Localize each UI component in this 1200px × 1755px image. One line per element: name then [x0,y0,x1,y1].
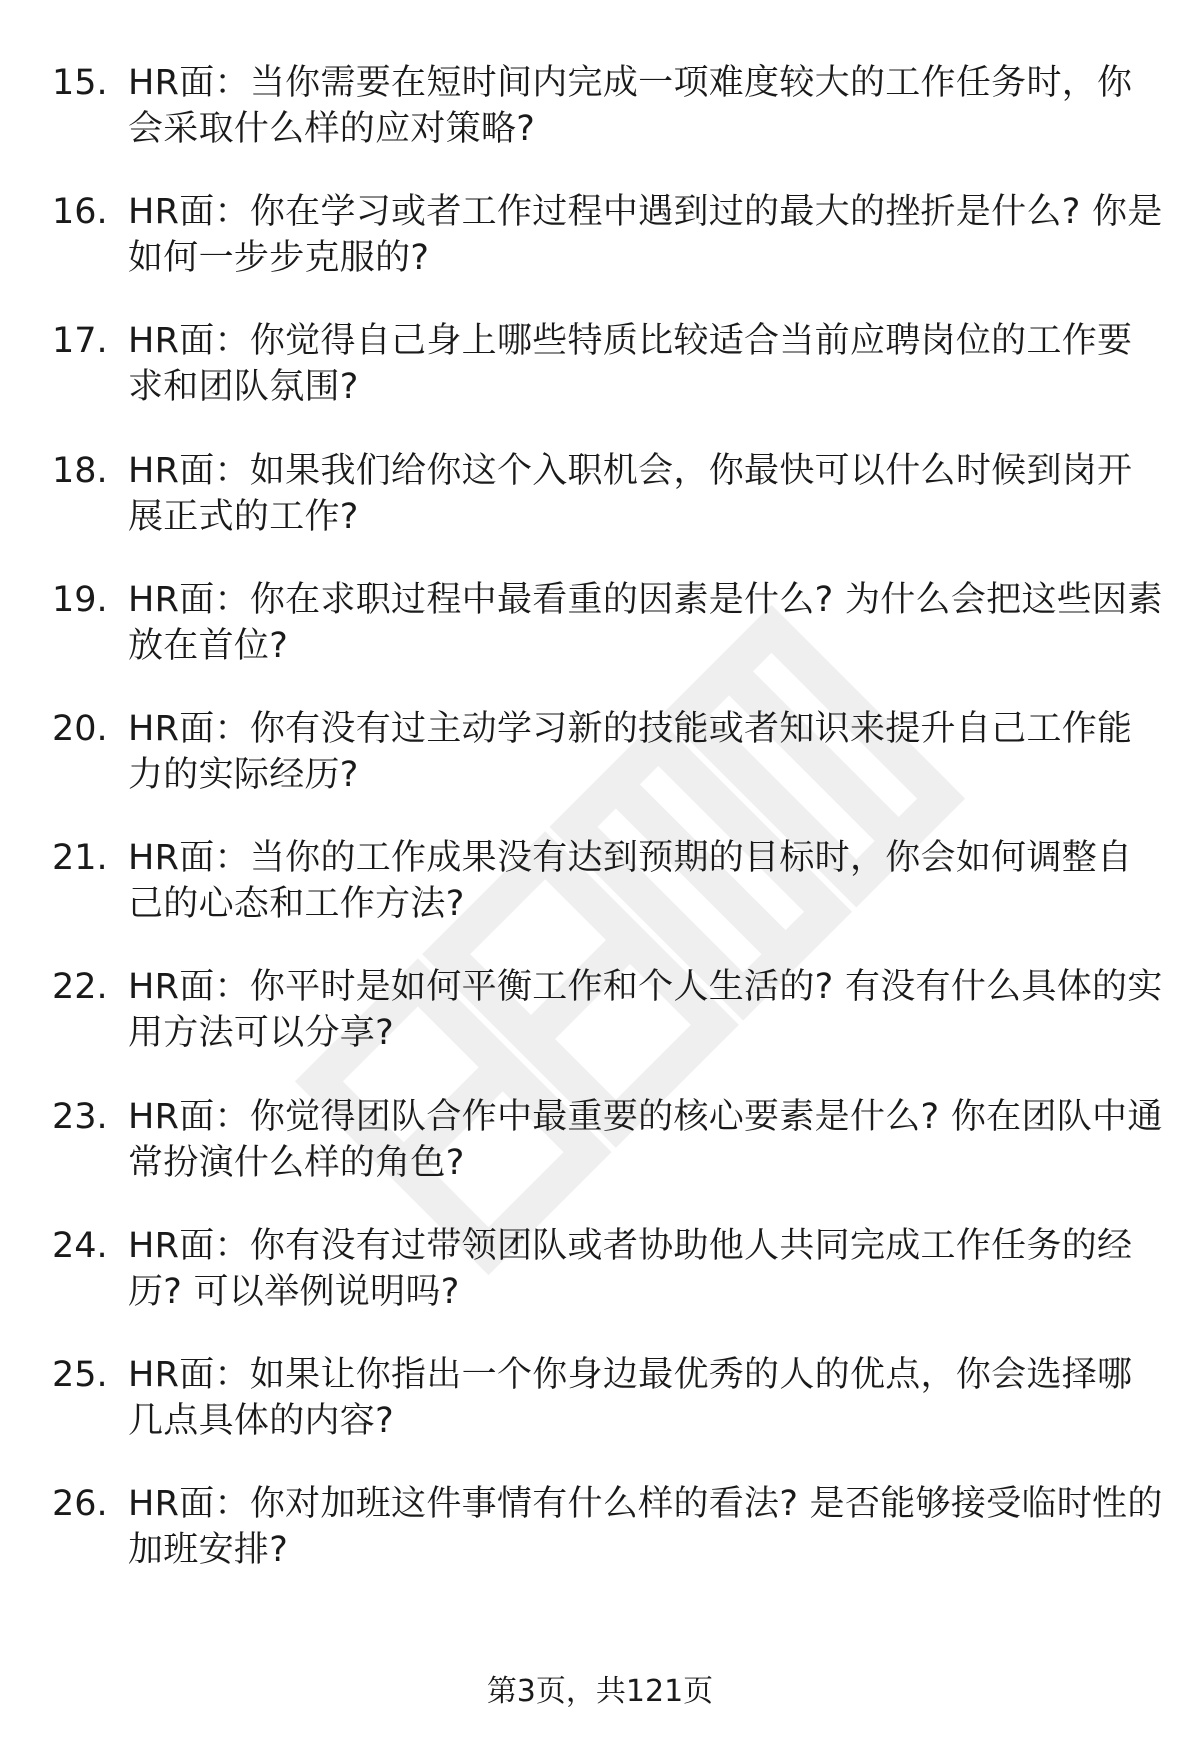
question-text: HR面：你有没有过主动学习新的技能或者知识来提升自己工作能力的实际经历? [128,708,1133,795]
question-item [0,835,1200,964]
question-text: HR面：你觉得团队合作中最重要的核心要素是什么? 你在团队中通常扮演什么样的角色? [128,1096,1163,1183]
question-number: 16. [52,192,108,233]
question-text: HR面：你在求职过程中最看重的因素是什么? 为什么会把这些因素放在首位? [128,579,1163,666]
question-number: 18. [52,450,108,491]
question-number: 24. [52,1225,108,1266]
question-number: 15. [52,63,108,103]
question-item [0,60,1200,189]
question-number: 25. [52,1354,108,1395]
question-item [0,706,1200,835]
page-footer [0,1672,1200,1712]
question-list [0,60,1200,1610]
question-number: 21. [52,838,108,879]
question-item [0,1352,1200,1481]
question-text: HR面：你对加班这件事情有什么样的看法? 是否能够接受临时性的加班安排? [128,1484,1163,1571]
question-text: HR面：你觉得自己身上哪些特质比较适合当前应聘岗位的工作要求和团队氛围? [128,321,1133,408]
question-text: HR面：如果我们给你这个入职机会，你最快可以什么时候到岗开展正式的工作? [128,450,1133,537]
question-number: 22. [52,967,108,1008]
question-item [0,1094,1200,1223]
question-item [0,964,1200,1093]
question-number: 26. [52,1484,108,1525]
question-item [0,448,1200,577]
question-text: HR面：你在学习或者工作过程中遇到过的最大的挫折是什么? 你是如何一步步克服的? [128,192,1163,279]
question-number: 17. [52,321,108,362]
question-item [0,318,1200,447]
question-item [0,1481,1200,1610]
question-item [0,189,1200,318]
question-text: HR面：当你的工作成果没有达到预期的目标时，你会如何调整自己的心态和工作方法? [128,838,1133,925]
question-text: HR面：当你需要在短时间内完成一项难度较大的工作任务时，你会采取什么样的应对策略? [128,63,1133,149]
question-text: HR面：你平时是如何平衡工作和个人生活的? 有没有什么具体的实用方法可以分享? [128,967,1163,1054]
question-number: 20. [52,708,108,749]
question-item [0,577,1200,706]
page-number-label: 第3页，共121页 [486,1674,714,1709]
question-number: 23. [52,1096,108,1137]
question-text: HR面：你有没有过带领团队或者协助他人共同完成工作任务的经历? 可以举例说明吗? [128,1225,1133,1312]
question-text: HR面：如果让你指出一个你身边最优秀的人的优点，你会选择哪几点具体的内容? [128,1354,1133,1441]
question-number: 19. [52,579,108,620]
question-item [0,1223,1200,1352]
